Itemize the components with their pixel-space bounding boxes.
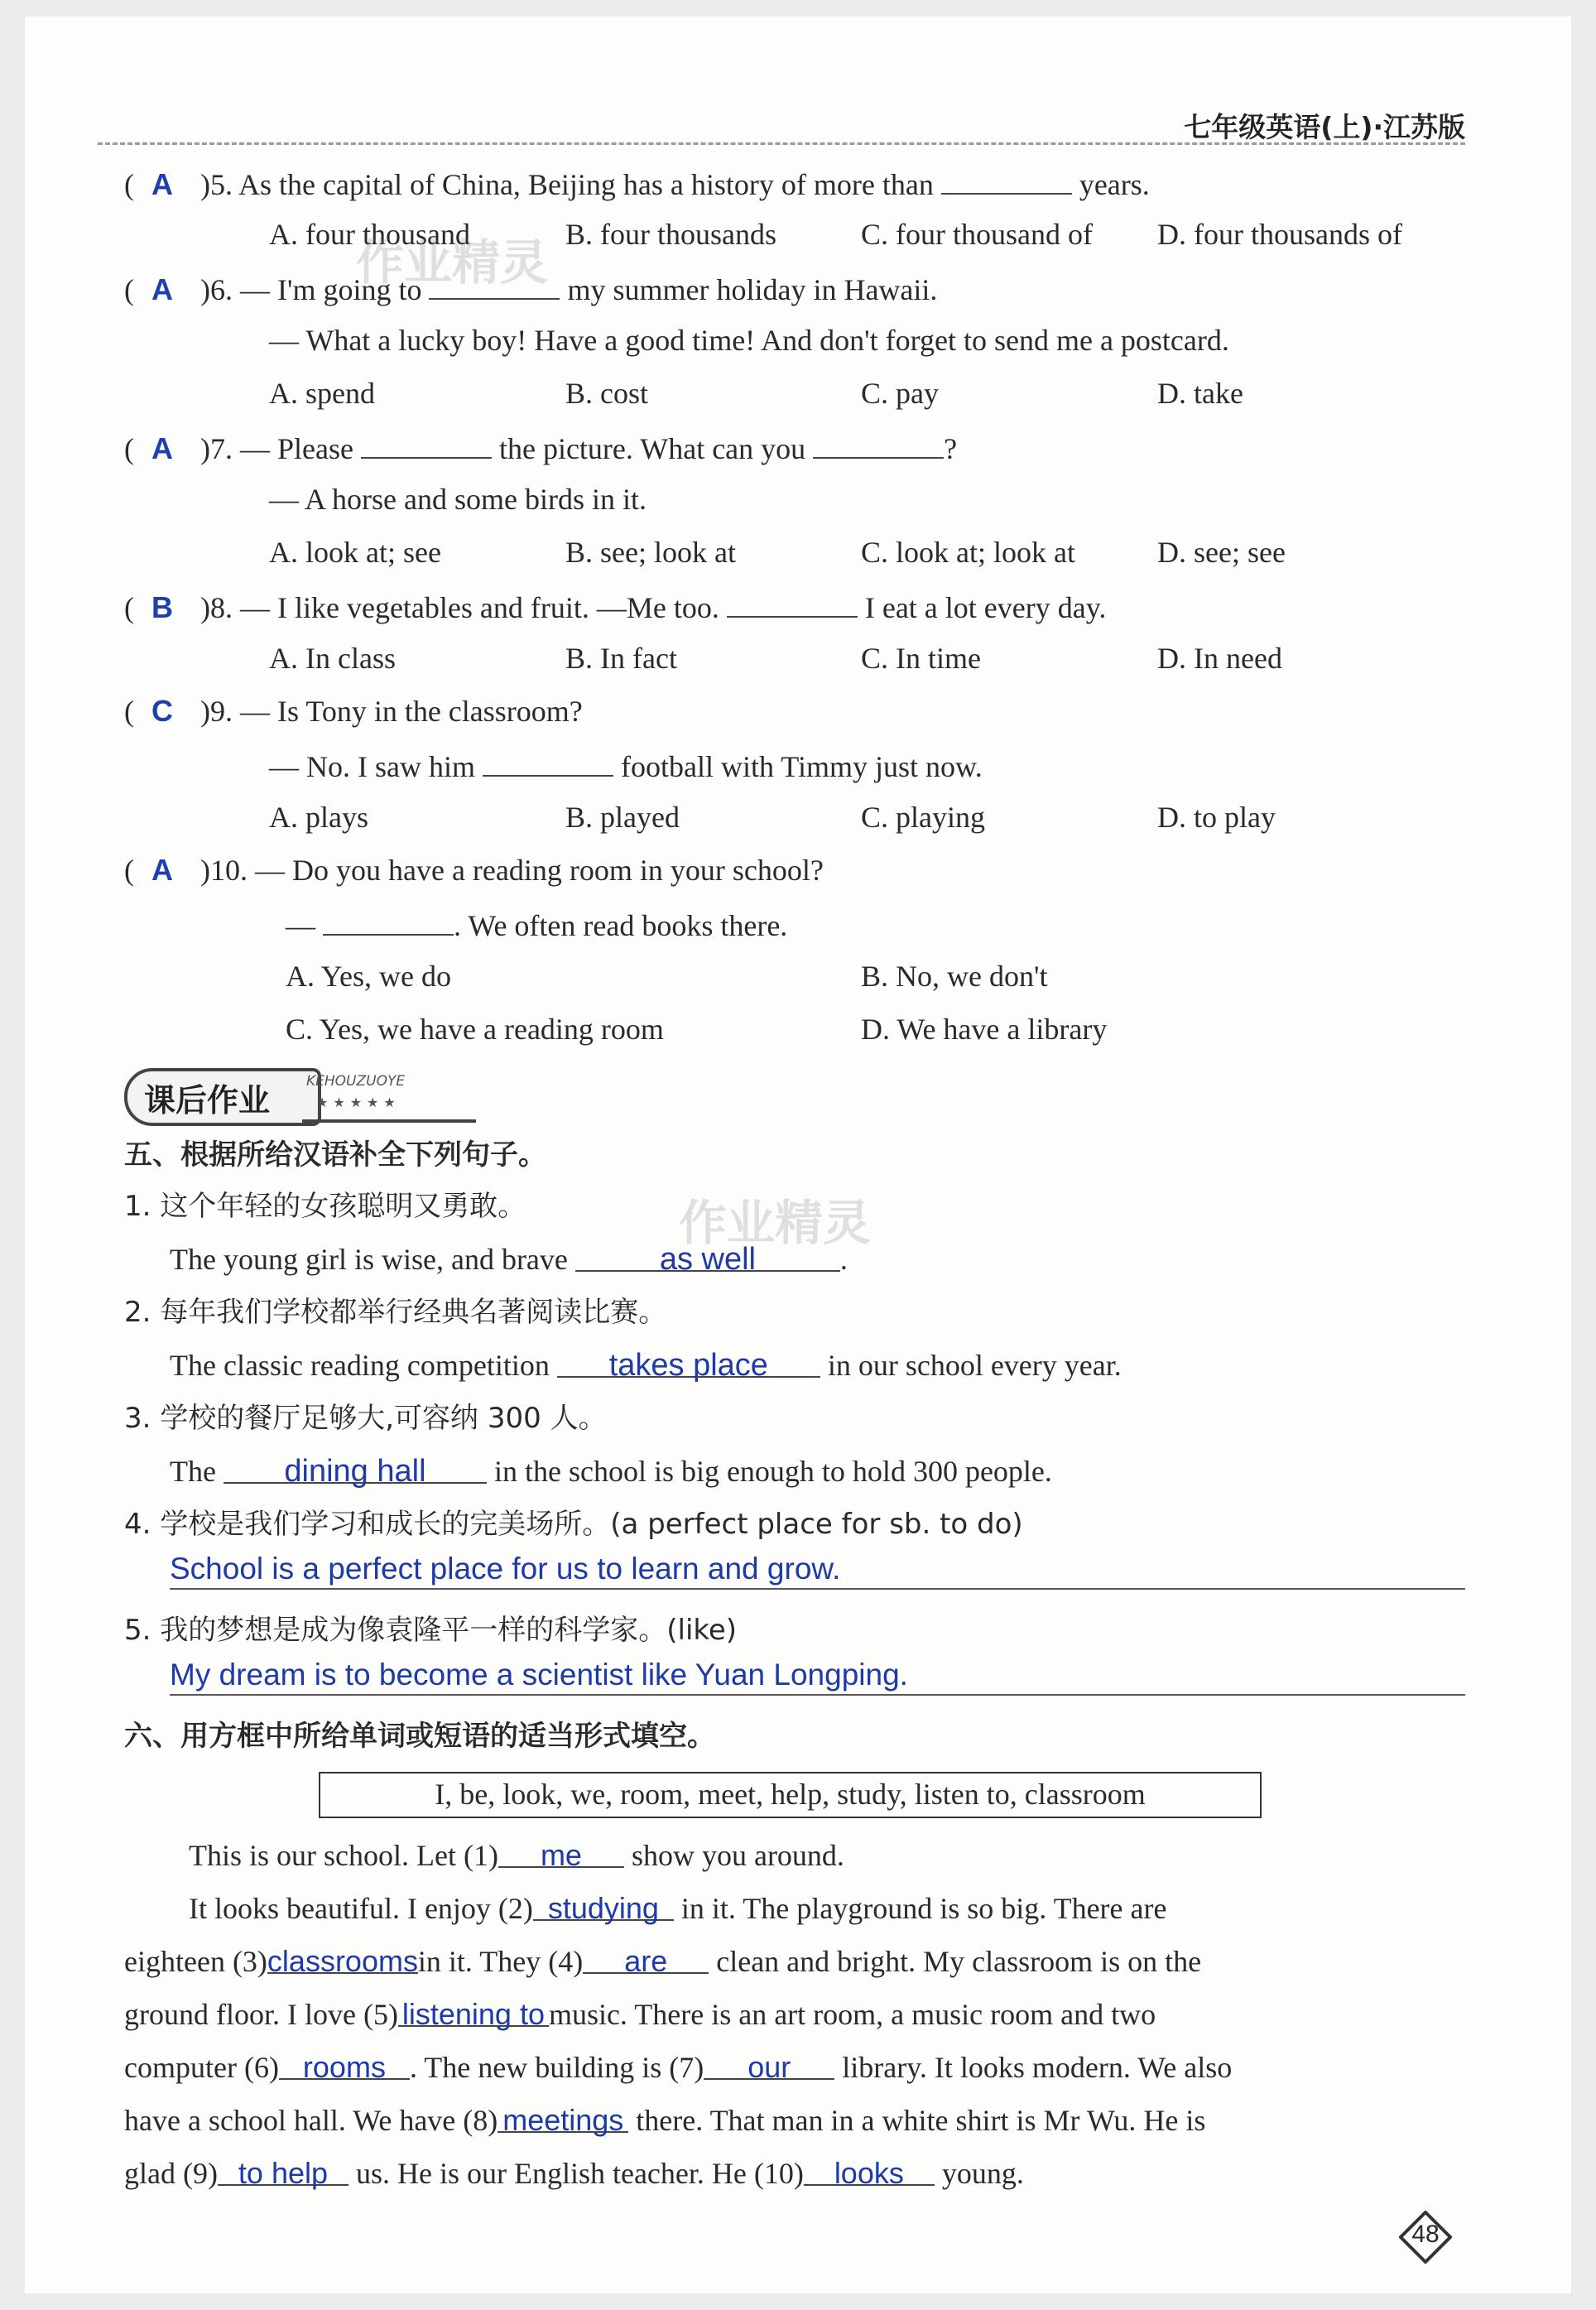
q9-blank [483,744,613,777]
s5-item-1-cn: 1. 这个年轻的女孩聪明又勇敢。 [124,1190,526,1223]
s5-item-1-en: The young girl is wise, and brave as well . [170,1239,848,1280]
question-10: ( A )10. — Do you have a reading room in your school? [124,849,824,891]
q8-option-b: B. In fact [565,642,677,675]
q7-answer: A [151,431,173,465]
q8-option-a: A. In class [269,642,396,675]
s5-item-5-cn: 5. 我的梦想是成为像袁隆平一样的科学家。(like) [124,1614,738,1647]
fill-10: looks [804,2153,935,2186]
q10-reply: — . We often read books there. [286,902,787,946]
homework-banner [124,1068,480,1126]
q9-option-a: A. plays [269,801,368,834]
q5-answer: A [151,167,173,201]
q10-option-a: A. Yes, we do [286,960,452,993]
s5-item-4-answer-line [170,1548,1465,1590]
q9-answer: C [151,694,173,728]
q9-option-d: D. to play [1157,801,1276,834]
fill-9: to help [218,2153,349,2186]
q6-answer: A [151,272,173,306]
homework-stars: ★★★★★ [316,1096,401,1110]
homework-subtitle: KEHOUZUOYE [306,1073,406,1090]
q10-option-b: B. No, we don't [861,960,1048,993]
question-9: ( C )9. — Is Tony in the classroom? [124,691,583,732]
question-8: ( B )8. — I like vegetables and fruit. —Me too. I eat a lot every day. [124,585,1106,628]
q10-option-d: D. We have a library [861,1013,1108,1046]
watermark-2: 作业精灵 [679,1195,872,1251]
q6-option-b: B. cost [565,377,649,410]
q10-answer: A [151,853,173,887]
passage-line-3: eighteen (3)classroomsin it. They (4) are clean and bright. My classroom is on the [124,1941,1201,1982]
question-7: ( A )7. — Please the picture. What can you ? [124,426,957,469]
s5-item-2-fill: takes place [557,1345,820,1378]
section-6-heading: 六、用方框中所给单词或短语的适当形式填空。 [124,1720,715,1753]
q5-option-c: C. four thousand of [861,218,1093,251]
s5-item-4-cn: 4. 学校是我们学习和成长的完美场所。(a perfect place for sb. to do) [124,1508,1023,1541]
q6-option-a: A. spend [269,377,375,410]
passage-line-4: ground floor. I love (5) listening to music. There is an art room, a music room and two [124,1994,1156,2035]
q7-option-d: D. see; see [1157,536,1286,569]
watermark-1: 作业精灵 [356,234,549,291]
q5-option-d: D. four thousands of [1157,218,1402,251]
passage-line-5: computer (6) rooms . The new building is (7) our library. It looks modern. We also [124,2047,1232,2088]
q7-blank-1 [361,426,492,459]
homework-underline [302,1119,476,1123]
s5-item-3-fill: dining hall [224,1451,487,1484]
header-title: 七年级英语(上)·江苏版 [1184,111,1465,143]
page-number: 48 [1411,2221,1440,2248]
q8-blank [727,585,858,618]
q8-answer: B [151,590,173,624]
q6-option-c: C. pay [861,377,939,410]
word-box: I, be, look, we, room, meet, help, study, listen to, classroom [319,1772,1262,1818]
fill-4: are [583,1941,709,1974]
q9-option-c: C. playing [861,801,985,834]
q9-option-b: B. played [565,801,680,834]
q10-blank [323,902,454,936]
fill-3: classrooms [267,1941,418,1974]
q6-reply: — What a lucky boy! Have a good time! And don't forget to send me a postcard. [269,324,1229,357]
fill-6: rooms [279,2047,410,2080]
q9-reply: — No. I saw him football with Timmy just now. [269,744,983,787]
q7-option-a: A. look at; see [269,536,441,569]
passage-line-6: have a school hall. We have (8) meetings there. That man in a white shirt is Mr Wu. He is [124,2100,1205,2141]
fill-2: studying [533,1888,674,1921]
page-number-badge [1399,2211,1452,2264]
q6-option-d: D. take [1157,377,1243,410]
passage-line-1: This is our school. Let (1) me show you around. [189,1835,844,1876]
s5-item-2-en: The classic reading competition takes place in our school every year. [170,1345,1122,1386]
page-header [98,81,1465,145]
q7-blank-2 [813,426,944,459]
q5-option-b: B. four thousands [565,218,776,251]
section-5-heading: 五、根据所给汉语补全下列句子。 [124,1138,546,1172]
q10-option-c: C. Yes, we have a reading room [286,1013,664,1046]
q8-option-d: D. In need [1157,642,1282,675]
s5-item-5-fill: My dream is to become a scientist like Yuan Longping. [170,1658,908,1692]
fill-7: our [704,2047,834,2080]
q5-blank [941,161,1072,195]
q7-option-b: B. see; look at [565,536,736,569]
fill-1: me [498,1835,624,1868]
q8-option-c: C. In time [861,642,981,675]
passage-line-2: It looks beautiful. I enjoy (2) studying in it. The playground is so big. There are [189,1888,1166,1929]
s5-item-1-fill: as well [575,1239,840,1272]
question-6: ( A )6. — I'm going to my summer holiday in Hawaii. [124,267,937,310]
q5-option-a: A. four thousand [269,218,470,251]
s5-item-4-fill: School is a perfect place for us to learn and grow. [170,1552,841,1586]
homework-title: 课后作业 [144,1082,271,1119]
s5-item-3-en: The dining hall in the school is big enough to hold 300 people. [170,1451,1052,1492]
s5-item-5-answer-line [170,1654,1465,1696]
fill-5: listening to [398,1994,549,2027]
q7-reply: — A horse and some birds in it. [269,483,647,516]
passage-line-7: glad (9) to help us. He is our English teacher. He (10) looks young. [124,2153,1024,2194]
s5-item-2-cn: 2. 每年我们学校都举行经典名著阅读比赛。 [124,1296,667,1329]
question-5: ( A )5. As the capital of China, Beijing has a history of more than years. [124,161,1150,205]
s5-item-3-cn: 3. 学校的餐厅足够大,可容纳 300 人。 [124,1402,607,1435]
fill-8: meetings [498,2100,628,2133]
q7-option-c: C. look at; look at [861,536,1075,569]
